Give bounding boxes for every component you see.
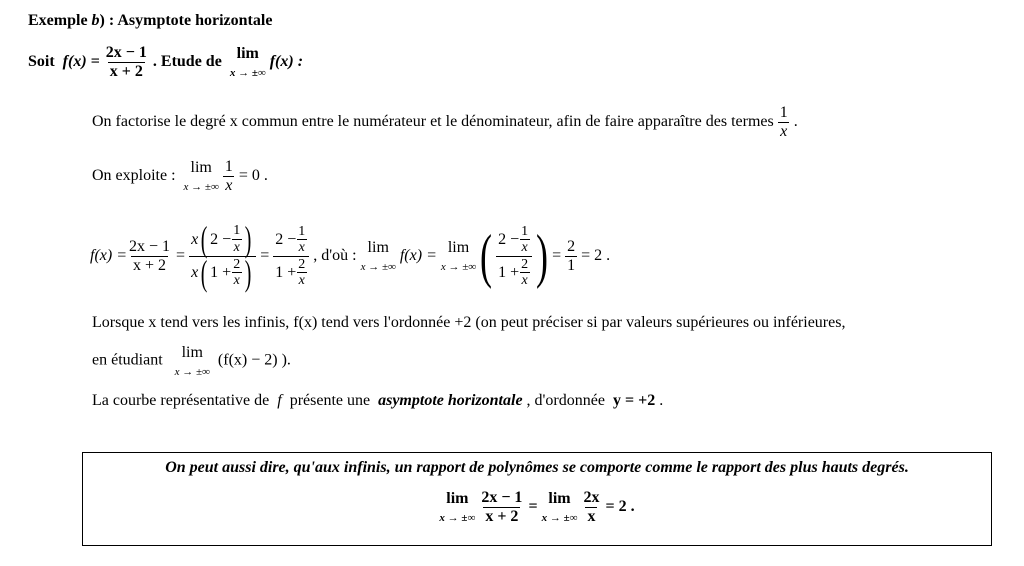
note-frac2 [581,489,601,525]
eq-final-num: 2 [567,237,576,255]
eq-lim1-sub: x → ±∞ [360,260,396,273]
eq-simplified-fraction [273,224,309,289]
example-letter: b [91,12,100,29]
paragraph-courbe [92,392,663,410]
para4-b: présente une [289,392,371,409]
eq-result: = 2 . [581,247,611,264]
soit-fx: f(x) = [62,52,100,70]
note-frac1 [479,489,524,525]
eq-factored-den [189,252,256,293]
eq-paren-x: x [521,240,528,256]
paren-open: ( [200,219,208,260]
eq-final-den: 1 [567,256,576,274]
para4-a: La courbe représentative de [92,392,270,409]
note-lim2-sub: x → ±∞ [541,511,578,524]
paragraph-exploite [92,158,268,194]
eq-paren-one: 1 [521,223,529,239]
example-label: Exemple [28,12,88,29]
note-box [82,452,992,546]
eq-inner-one: 1 [233,223,241,239]
eq-inner-frac-top [231,223,242,255]
note-d2: x [587,507,596,525]
eq-limit1 [361,239,396,273]
paragraph-lorsque [92,314,845,332]
eq-factored-fraction [189,219,256,293]
note-n1: 2x − 1 [481,489,523,506]
eq-paren-den [496,256,532,289]
eq-simp-two-minus: 2 − [275,230,297,248]
eq-lim1: lim [367,239,389,257]
soit-lim: lim [236,45,259,63]
soit-etude: . Etude de [152,52,222,70]
eq-simp-den [273,256,309,289]
note-text: On peut aussi dire, qu'aux infinis, un rapport de polynômes se comporte comme le rapport des plus hauts degrés. [165,459,909,476]
para1-text: On factorise le degré x commun entre le numérateur et le dénominateur, afin de faire apparaître des termes [92,112,774,130]
paragraph-factorise [92,104,798,140]
example-title: Asymptote horizontale [117,12,273,29]
para4-end: . [659,392,664,409]
para4-asym: asymptote horizontale [378,392,523,409]
eq-fx2: f(x) = [399,247,437,264]
eq-d1: x + 2 [133,256,167,274]
eq-paren-x2: x [521,272,528,288]
example-heading: Exemple b) : Asymptote horizontale [28,12,273,29]
note-limit1 [439,490,475,524]
soit-limit [230,45,266,79]
eq-frac1 [127,238,172,274]
eq-paren-two: 2 [521,256,529,272]
para4-c: , d'ordonnée [526,392,605,409]
eq-paren-inner-top [519,224,530,256]
big-paren-open: ( [480,223,493,289]
eq-final-fraction [565,238,577,274]
eq-paren-num [496,224,532,256]
note-equation [83,489,991,525]
para4-y: y = +2 [612,392,656,409]
eq-simp-inner-top [296,224,307,256]
paren-close: ) [244,219,252,260]
eq-one-plus: 1 + [210,263,232,281]
soit-tail: f(x) : [269,52,304,70]
para2-num: 1 [224,158,233,175]
eq-lim2-sub: x → ±∞ [440,260,477,273]
soit-line [28,44,303,80]
eq-simp-inner-bot [296,257,307,289]
note-n2: 2x [583,489,600,506]
eq-two-minus: 2 − [210,230,232,248]
para2-lim-sub: x → ±∞ [183,180,219,193]
para2-prefix: On exploite : [92,166,176,184]
para1-end: . [793,112,798,130]
eq-simp-x2: x [298,272,305,288]
eq-dou: , d'où : [313,247,357,264]
para3-limit [175,344,210,378]
main-equation: f(x) = $\frac{2x - 1}{x + 2}$ = x ( 2 − $\frac{1}{x}$ ) x ( 1 + $\frac{2}{x}$ ) = 2 − $\frac{1}{x}$ 1 + $\frac{2}{x}$ , d'où : lim x → ±∞ f(x) = lim x → ±∞ ( 2 − $\frac{1}{x}$ 1 + $\frac{2}{x}$ ) = $\frac{2}{1}$ = 2 . [90,219,611,293]
note-lim1: lim [446,490,469,508]
para2-limit [184,159,219,193]
eq-simp-num [273,224,309,256]
para3-lim: lim [181,344,203,361]
note-eq: = [528,498,538,516]
eq-paren-inner-bot [519,257,530,289]
eq-simp-one: 1 [298,223,306,239]
eq-simp-two: 2 [298,256,306,272]
note-d1: x + 2 [485,507,519,525]
soit-fraction [104,44,149,80]
soit-den: x + 2 [109,62,143,80]
soit-num: 2x − 1 [105,44,147,61]
eq-inner-x: x [233,239,240,255]
para3-lim-sub: x → ±∞ [174,365,210,378]
eq-n1: 2x − 1 [129,237,171,255]
para2-end: = 0 . [238,166,268,184]
big-paren-close: ) [536,223,549,289]
eq-limit2 [441,239,476,273]
eq-x-top: x [191,230,199,248]
eq-inner-x2: x [233,273,240,289]
eq-fx: f(x) = [90,247,127,264]
note-lim1-sub: x → ±∞ [439,511,476,524]
eq-lim2: lim [447,239,470,257]
eq-x-bot: x [191,263,199,281]
eq-paren-two-minus: 2 − [498,230,520,248]
note-lim2: lim [548,490,571,508]
para4-f: f [277,392,282,409]
note-limit2 [542,490,578,524]
eq-paren-fraction [496,224,532,289]
para2-lim: lim [190,159,212,177]
soit-lim-sub: x → ±∞ [229,66,266,79]
paren-open: ( [200,252,208,293]
note-result: = 2 . [605,498,635,516]
paragraph-etudiant [92,344,291,378]
eq-paren-one-plus: 1 + [498,263,520,281]
eq-simp-one-plus: 1 + [275,263,297,281]
para3-line2b: (f(x) − 2) ). [217,351,291,369]
eq-inner-frac-bot [231,257,242,289]
para3-line2a: en étudiant [92,351,163,369]
para1-num: 1 [779,104,788,121]
para2-den: x [225,176,233,194]
para3-line1: Lorsque x tend vers les infinis, f(x) tend vers l'ordonnée +2 (on peut préciser si par valeurs supérieures ou inférieures, [92,314,846,331]
eq-factored-num [189,219,256,260]
paren-close: ) [244,252,252,293]
soit-word: Soit [28,52,55,70]
para1-den: x [780,122,788,140]
eq-inner-two: 2 [233,256,241,272]
eq-simp-x: x [298,240,305,256]
para1-fraction [778,104,790,140]
para2-fraction [223,158,235,194]
